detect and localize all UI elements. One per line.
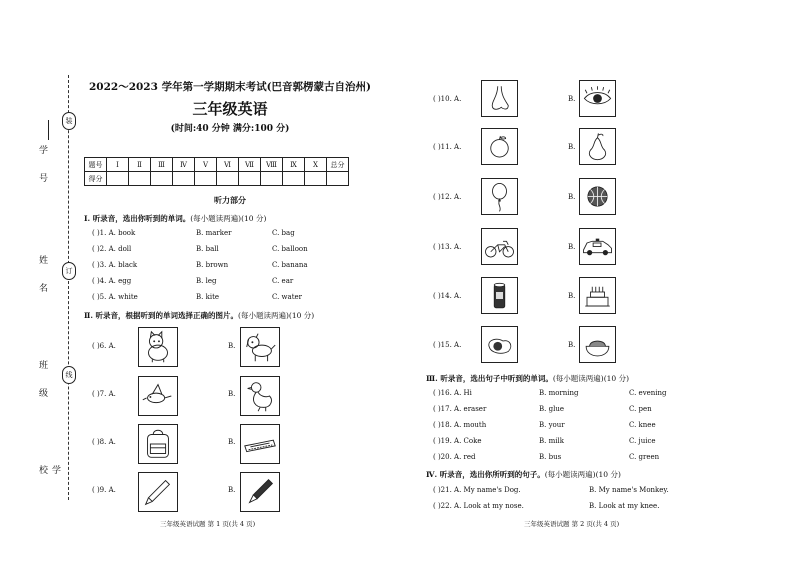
list-item: ( )3. A. black B. brown C. banana (92, 261, 308, 269)
student-number-label: 学 号 (37, 145, 47, 190)
score-input-cell[interactable] (283, 172, 305, 186)
score-cell: Ⅷ (261, 158, 283, 172)
time-score-info: (时间:40 分钟 满分:100 分) (170, 124, 290, 134)
question-8: ( )8. A. (92, 438, 116, 446)
page-footer-left: 三年级英语试题 第 1 页(共 4 页) (160, 520, 256, 528)
binding-mark: 装 (62, 112, 76, 130)
dog-icon[interactable] (240, 327, 280, 367)
question-12: ( )12. A. (433, 193, 462, 201)
question-13: ( )13. A. (433, 243, 462, 251)
score-input-cell[interactable] (305, 172, 327, 186)
list-item: ( )20. A. red B. bus C. green (433, 453, 660, 461)
section-3-title: Ⅲ. 听录音，选出句子中听到的单词。(每小题读两遍)(10 分) (426, 374, 629, 383)
pen-icon[interactable] (240, 472, 280, 512)
list-item: ( )17. A. eraser B. glue C. pen (433, 405, 652, 413)
score-input-cell[interactable] (151, 172, 173, 186)
binding-mark: 线 (62, 366, 76, 384)
score-input-cell[interactable] (327, 172, 349, 186)
score-input-cell[interactable] (239, 172, 261, 186)
score-input-cell[interactable] (195, 172, 217, 186)
option-b-label: B. (228, 486, 236, 494)
score-input-cell[interactable] (107, 172, 129, 186)
score-cell: Ⅲ (151, 158, 173, 172)
basketball-icon[interactable] (579, 178, 616, 215)
question-14: ( )14. A. (433, 292, 462, 300)
score-cell: Ⅴ (195, 158, 217, 172)
pencil-icon[interactable] (138, 472, 178, 512)
list-item: ( )4. A. egg B. leg C. ear (92, 277, 294, 285)
option-b-label: B. (568, 341, 576, 349)
motorbike-icon[interactable] (481, 228, 518, 265)
exam-title: 2022～2023 学年第一学期期末考试(巴音郭楞蒙古自治州) (88, 81, 372, 93)
list-item: ( )21. A. My name's Dog. B. My name's Monkey. (433, 486, 669, 494)
section-1-title: Ⅰ. 听录音，选出你听到的单词。(每小题读两遍)(10 分) (84, 214, 267, 223)
option-b-label: B. (568, 292, 576, 300)
score-cell: Ⅵ (217, 158, 239, 172)
bird-icon[interactable] (138, 376, 178, 416)
list-item: ( )5. A. white B. kite C. water (92, 293, 303, 301)
pear-icon[interactable] (579, 128, 616, 165)
list-item: ( )2. A. doll B. ball C. balloon (92, 245, 308, 253)
name-label: 姓 名 (37, 255, 47, 300)
balloon-icon[interactable] (481, 178, 518, 215)
option-b-label: B. (568, 95, 576, 103)
score-input-cell[interactable] (173, 172, 195, 186)
section-4-title: Ⅳ. 听录音，选出你所听到的句子。(每小题读两遍)(10 分) (426, 470, 621, 479)
eye-icon[interactable] (579, 80, 616, 117)
score-cell: 题号 (85, 158, 107, 172)
score-input-cell[interactable] (261, 172, 283, 186)
list-item: ( )22. A. Look at my nose. B. Look at my knee. (433, 502, 660, 510)
score-input-cell[interactable] (217, 172, 239, 186)
egg-icon[interactable] (481, 326, 518, 363)
cat-icon[interactable] (138, 327, 178, 367)
section-1-list (92, 229, 392, 309)
section-2-title: Ⅱ. 听录音，根据听到的单词选择正确的图片。(每小题读两遍)(10 分) (84, 311, 315, 320)
score-cell: Ⅰ (107, 158, 129, 172)
option-b-label: B. (228, 342, 236, 350)
option-b-label: B. (568, 143, 576, 151)
question-11: ( )11. A. (433, 143, 462, 151)
score-cell: Ⅶ (239, 158, 261, 172)
score-input-cell[interactable] (129, 172, 151, 186)
duck-icon[interactable] (240, 376, 280, 416)
score-cell: 得分 (85, 172, 107, 186)
option-b-label: B. (568, 193, 576, 201)
question-15: ( )15. A. (433, 341, 462, 349)
divider (48, 120, 49, 140)
option-b-label: B. (568, 243, 576, 251)
question-7: ( )7. A. (92, 390, 116, 398)
can-icon[interactable] (481, 277, 518, 314)
score-cell: Ⅹ (305, 158, 327, 172)
subject-title: 三年级英语 (192, 100, 268, 118)
section-3-list (433, 389, 773, 469)
bowl-icon[interactable] (579, 326, 616, 363)
orange-icon[interactable] (481, 128, 518, 165)
cake-icon[interactable] (579, 277, 616, 314)
score-cell: Ⅱ (129, 158, 151, 172)
score-cell: Ⅳ (173, 158, 195, 172)
cut-line (68, 75, 69, 500)
question-10: ( )10. A. (433, 95, 462, 103)
score-table (84, 157, 349, 186)
score-cell: Ⅸ (283, 158, 305, 172)
list-item: ( )16. A. Hi B. morning C. evening (433, 389, 667, 397)
binding-mark: 订 (62, 262, 76, 280)
option-b-label: B. (228, 438, 236, 446)
list-item: ( )19. A. Coke B. milk C. juice (433, 437, 656, 445)
car-icon[interactable] (579, 228, 616, 265)
option-b-label: B. (228, 390, 236, 398)
listening-title: 听力部分 (214, 195, 246, 205)
list-item: ( )1. A. book B. marker C. bag (92, 229, 295, 237)
question-6: ( )6. A. (92, 342, 116, 350)
question-9: ( )9. A. (92, 486, 116, 494)
class-label: 班 级 (37, 360, 47, 405)
school-label: 学 校 (37, 465, 60, 482)
schoolbag-icon[interactable] (138, 424, 178, 464)
score-cell: 总分 (327, 158, 349, 172)
section-4-list (433, 486, 778, 518)
nose-icon[interactable] (481, 80, 518, 117)
list-item: ( )18. A. mouth B. your C. knee (433, 421, 656, 429)
page-footer-right: 三年级英语试题 第 2 页(共 4 页) (524, 520, 620, 528)
pencil-box-icon[interactable] (240, 424, 280, 464)
